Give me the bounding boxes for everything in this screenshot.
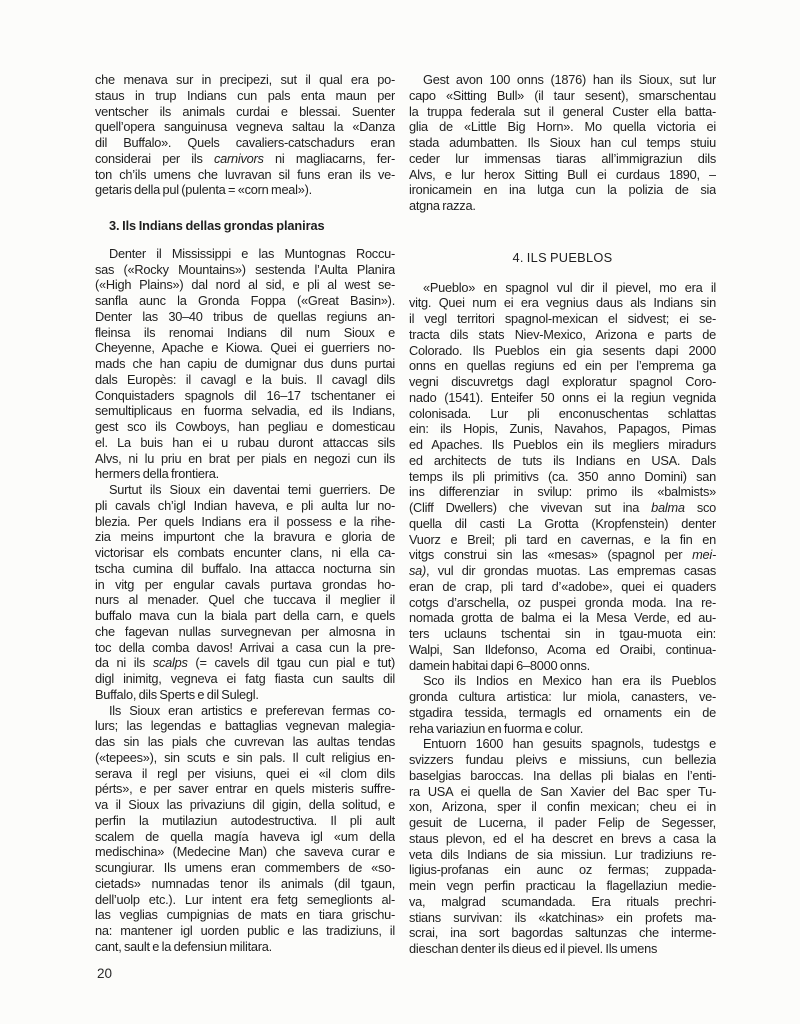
text-line: vitg. Quei num ei era vegnius daus als Indians sin [409, 295, 716, 311]
text-line: pérts», e per saver entrar en quels misteris suffre- [95, 781, 395, 797]
text-line: mads che han capiu de dumignar dus duns purtai [95, 356, 395, 371]
text-line: ironicamein en ina lutga cun la polizia de sia [409, 182, 716, 198]
text-line: fleinsa ils renomai Indians dil num Sioux e [95, 324, 395, 340]
text-line: Cheyenne, Apache e Kiowa. Quei ei guerriers no- [95, 340, 395, 356]
text-line: che fagevan nullas survegnevan per almosna in [95, 623, 395, 639]
text-line: Denter las 30–40 tribus de quellas regiuns an- [95, 308, 395, 324]
text-line: ed Apaches. Ils Pueblos ein ils megliers miradurs [409, 437, 716, 452]
text-line: cotgs d’arschella, oz puspei gronda moda. Ina re- [409, 594, 716, 610]
text-line: veta dils Indians de sia missiun. Lur tradiziuns re- [409, 846, 716, 862]
text-line: gesuit de Lucerna, il pader Felip de Segesser, [409, 815, 716, 830]
text-line: nomada grotta de balma ei la Mesa Verde, ed au- [409, 610, 716, 626]
text-line: Alvs, ni lu priu en brat per pials en negozi cun ils [95, 450, 395, 466]
text-line: colonisada. Lur pli enconuschentas schlattas [409, 405, 716, 421]
text-line: il vegl territori spagnol-mexican el sidvest; ei se- [409, 311, 716, 326]
text-line: das sin las pials che cuvrevan las aultas tendas [95, 734, 395, 749]
text-line: in vitg per engular cavals purtava grondas ho- [95, 576, 395, 592]
text-line: Vuorz e Breil; pli tard en cavernas, e la fin en [409, 531, 716, 547]
left-column [95, 72, 395, 955]
text-line: semultiplicaus en fuorma selvadia, ed ils Indians, [95, 403, 395, 419]
text-line: vitgs construi sin las «mesas» (spagnol per mei- [409, 547, 716, 563]
text-line: blezia. Per quels Indians era il possess e la rihe- [95, 513, 395, 529]
text-line: (Cliff Dwellers) che vivevan sut ina balma sco [409, 500, 716, 515]
text-line: stada adumbatten. Ils Sioux han cul temps stuiu [409, 135, 716, 150]
text-line: cant, sault e la defensiun militara. [95, 938, 272, 954]
text-line: serava il regl per visiuns, quei ei «il clom dils [95, 765, 395, 781]
text-line: quella dil casti La Grotta (Kropfenstein) denter [409, 515, 716, 531]
text-line: zia meins impurtont che la bravura e gloria de [95, 529, 395, 545]
text-line: atgna razza. [409, 198, 476, 213]
paragraph [95, 72, 395, 198]
text-line: gronda cultura artistica: lur miola, canasters, ve- [409, 689, 716, 704]
text-line: las veglias cumpignias de mats en tiara grischu- [95, 907, 395, 923]
text-line: Conquistaders spagnols dil 16–17 tschentaner ei [95, 387, 395, 403]
text-line: Buffalo, dils Sperts e dil Sulegl. [95, 686, 259, 702]
text-line: dell’uolp etc.). Lur intent era fetg semeglionts al- [95, 891, 395, 907]
text-line: considerai per ils carnivors ni magliacarns, fer- [95, 150, 395, 166]
text-line: capo «Sitting Bull» (il taur sesent), smarschentau [409, 87, 716, 103]
text-line: scrai, ina sort bagordas saltunzas che interme- [409, 925, 716, 941]
text-line: quell’opera sanguinusa vegneva saltau la «Danza [95, 119, 395, 135]
text-line: eran de crap, pli tard d’«adobe», quei ei quaders [409, 578, 716, 594]
text-line: mein vegn perfin practicau la flagellaziun medie- [409, 878, 716, 893]
text-line: Colorado. Ils Pueblos ein gia sesents dapi 2000 [409, 342, 716, 358]
text-line: Gest avon 100 onns (1876) han ils Sioux, sut lur [423, 72, 716, 87]
text-line: ed architects de tuts ils Indians en USA. Dals [409, 452, 716, 468]
text-line: va il Sioux las privaziuns dil gigin, della solitud, e [95, 797, 395, 812]
text-line: baselgias baroccas. Ina dellas pli bialas en l’enti- [409, 767, 716, 783]
text-line: dals Europès: il cavagl e la buis. Il cavagl dils [95, 371, 395, 387]
paragraph [95, 246, 395, 482]
text-line: «Pueblo» en spagnol vul dir il pievel, mo era il [423, 279, 716, 295]
text-line: («High Plains») dal nord al sid, e pli al west se- [95, 277, 395, 293]
text-line: la truppa federala sut il general Custer ella batta- [409, 103, 716, 119]
text-line: cietads» numnadas tenor ils animals (dil tgaun, [95, 875, 395, 891]
text-line: Alvs, e lur herox Sitting Bull ei curdaus 1890, – [409, 166, 716, 182]
text-line: Sco ils Indios en Mexico han era ils Pueblos [423, 673, 716, 689]
paragraph [409, 673, 716, 736]
text-line: scungiurar. Ils umens eran commembers de «so- [95, 860, 395, 875]
text-line: staus in trup Indians cun pals enta maun per [95, 87, 395, 103]
page-number: 20 [97, 966, 113, 981]
text-line: pli cavals ch’igl Indian haveva, e pli aulta lur no- [95, 497, 395, 513]
text-line: Denter il Mississippi e las Muntognas Roccu- [109, 245, 395, 261]
text-line: onns en quellas regiuns ed ein per l’emprema ga [409, 358, 716, 374]
text-line: temps ils pli primitivs (ca. 350 anno Domini) san [409, 468, 716, 484]
text-line: staus plevon, ed el ha descret en brevs a casa la [409, 830, 716, 846]
text-line: tracta dils stats Niev-Mexico, Arizona e parts de [409, 326, 716, 342]
text-line: sa), vul dir grondas muotas. Las empremas casas [409, 563, 716, 578]
text-line: Surtut ils Sioux ein daventai temi guerriers. De [109, 482, 395, 497]
text-line: («tepees»), sin scuts e sin pals. Il cult religius en- [95, 749, 395, 765]
text-line: buffalo mava cun la biala part della carn, e quels [95, 608, 395, 623]
text-line: ra USA ei quella de San Xavier del Bac sper Tu- [409, 783, 716, 799]
text-line: stians survivan: ils «katchinas» ein profets ma- [409, 909, 716, 925]
section-heading: 4. ILS PUEBLOS [512, 249, 613, 265]
text-line: toc della comba davos! Arrivai a casa cun la pre- [95, 639, 395, 655]
text-line: damein habitai dapi 6–8000 onns. [409, 657, 590, 673]
text-line: sanfla aunc la Gronda Foppa («Great Basin»). [95, 293, 395, 308]
paragraph [409, 72, 716, 214]
text-line: scalem de quella magía haveva igl «um della [95, 828, 395, 844]
text-line: tscha cumina dil buffalo. Ina attacca nocturna sin [95, 560, 395, 576]
section-heading: 3. Ils Indians dellas grondas planiras [109, 218, 325, 233]
text-line: el. La buis han ei u rubau duront attaccas sils [95, 434, 395, 450]
text-line: na: mantener igl uorden public e las tradiziuns, il [95, 923, 395, 938]
text-line: medischina» (Medecine Man) che saveva curar e [95, 844, 395, 860]
text-line: va, malgrad scumandada. Era rituals prechri- [409, 893, 716, 909]
text-line: perfin la mutilaziun autodestructiva. Il pli ault [95, 812, 395, 828]
text-line: digl inimitg, vegneva ei fatg fiasta cun saults dil [95, 671, 395, 686]
text-line: sas («Rocky Mountains») sestenda l’Aulta Planira [95, 261, 395, 277]
text-line: da ni ils scalps (= cavels dil tgau cun pial e tut) [95, 655, 395, 671]
text-line: che menava sur in precipezi, sut il qual era po- [95, 72, 395, 87]
text-line: victorisar els combats encunter clans, ni ella ca- [95, 545, 395, 560]
text-line: Walpi, San Ildefonso, Acoma ed Oraibi, continua- [409, 641, 716, 657]
paragraph [409, 280, 716, 674]
text-line: reha variaziun en fuorma e colur. [409, 720, 584, 736]
text-line: dieschan denter ils dieus ed il pievel. Ils umens [409, 941, 658, 956]
text-line: lurs; las legendas e battaglias vegnevan malegia- [95, 718, 395, 734]
text-line: nurs al menader. Quel che tuccava il meglier il [95, 592, 395, 608]
right-column [409, 72, 716, 957]
text-line: dil Buffalo». Quels cavaliers-catschadurs eran [95, 135, 395, 150]
text-line: vegni discuvretgs dagl exploratur spagnol Coro- [409, 374, 716, 389]
text-line: ein: ils Hopis, Zunis, Navahos, Papagos, Pimas [409, 421, 716, 437]
text-line: ton ch’ils umens che luvravan sil funs eran ils ve- [95, 166, 395, 182]
text-line: getaris della pul (pulenta = «corn meal»). [95, 182, 312, 198]
text-line: glia de «Little Big Horn». Mo quella victoria ei [409, 119, 716, 135]
text-line: Entuorn 1600 han gesuits spagnols, tudestgs e [423, 736, 716, 752]
text-line: nado (1541). Enteifer 50 onns ei la regiun vegnida [409, 389, 716, 405]
text-line: ventscher ils animals curdai e blessai. Suenter [95, 103, 395, 119]
paragraph [95, 703, 395, 955]
text-line: ligius-profanas ein aunc oz fermas; zuppada- [409, 862, 716, 878]
paragraph [409, 736, 716, 957]
text-line: Ils Sioux eran artistics e preferevan fermas co- [109, 702, 395, 718]
text-line: hermers della frontiera. [95, 466, 219, 482]
text-line: xon, Arizona, sper il confin mexican; cheu ei in [409, 799, 716, 815]
text-line: ters uclauns tschentai sin in tgau-muota ein: [409, 626, 716, 641]
paragraph [95, 482, 395, 703]
text-line: stgadira tessida, termagls ed ornaments ein de [409, 704, 716, 720]
text-line: gest sco ils Cowboys, han pegliau e domesticau [95, 419, 395, 434]
text-line: ins differenziar in svilup: primo ils «balmists» [409, 484, 716, 500]
text-line: ceder lur immensas tiaras all’immigraziun dils [409, 150, 716, 166]
text-line: svizzers fundau pleivs e missiuns, cun bellezia [409, 752, 716, 767]
